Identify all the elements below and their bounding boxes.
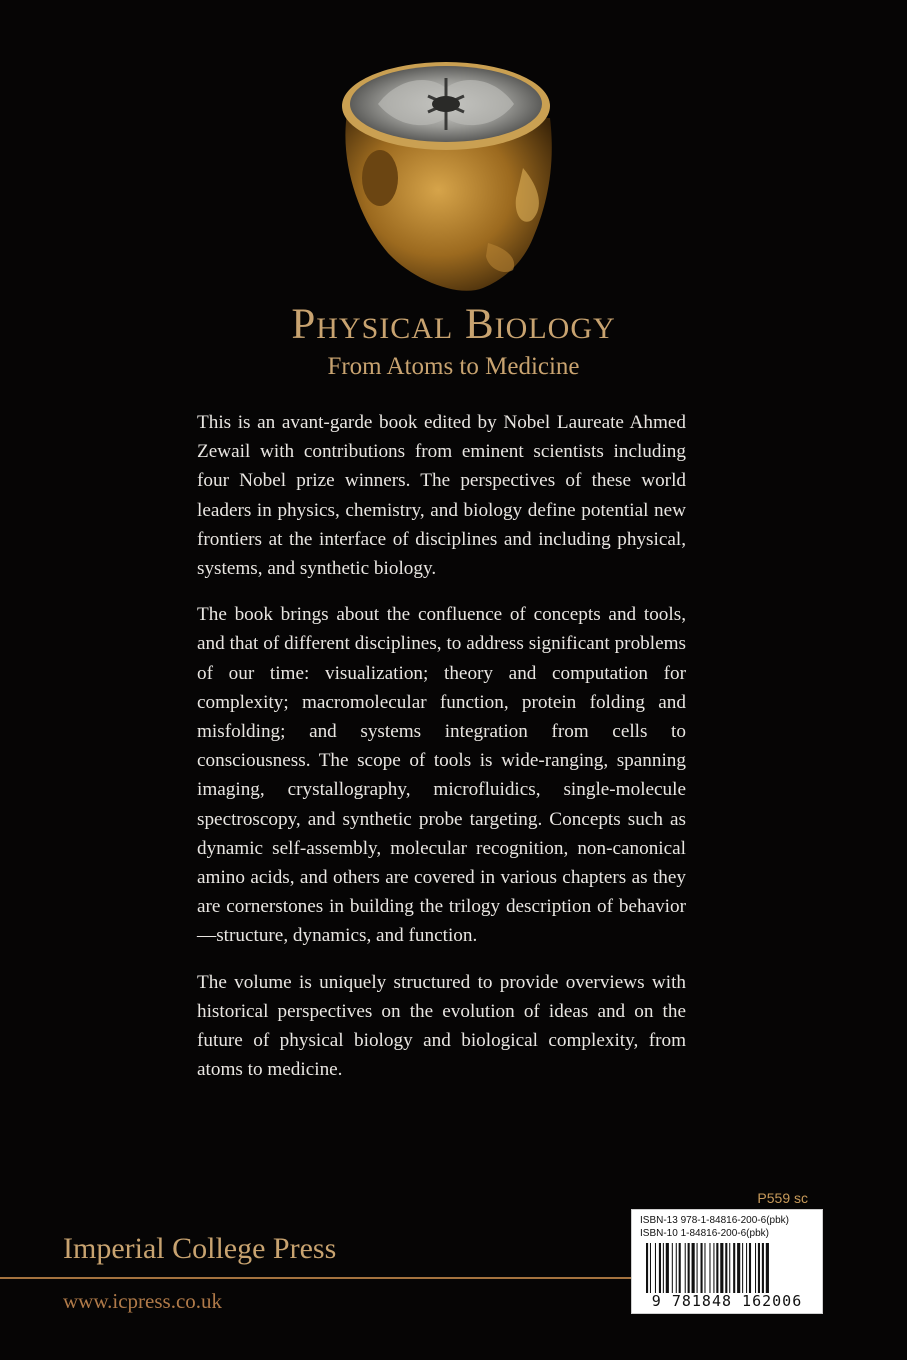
blurb-paragraph: The volume is uniquely structured to provide overviews with historical perspectives on the evolution of ideas and on the future of physical biology and biological complexity, from atoms to medicine. xyxy=(197,971,686,1081)
barcode-bar xyxy=(663,1243,664,1293)
barcode-bar xyxy=(733,1243,735,1293)
barcode-bar xyxy=(746,1243,747,1293)
barcode-digits: 9 781848 162006 xyxy=(651,1292,803,1310)
barcode-bar xyxy=(742,1243,743,1293)
publisher-name: Imperial College Press xyxy=(63,1232,337,1265)
barcode-box xyxy=(631,1209,823,1314)
barcode-bar xyxy=(755,1243,756,1293)
barcode-bar xyxy=(762,1243,764,1293)
barcode-bar xyxy=(758,1243,760,1293)
barcode-bar xyxy=(679,1243,681,1293)
barcode-bar xyxy=(676,1243,677,1293)
barcode-bar xyxy=(766,1243,769,1293)
barcode-bar xyxy=(709,1243,710,1293)
barcode-bar xyxy=(720,1243,723,1293)
barcode-bar xyxy=(655,1243,656,1293)
barcode-bar xyxy=(737,1243,740,1293)
barcode-icon xyxy=(646,1243,816,1293)
barcode-bar xyxy=(749,1243,751,1293)
isbn-10: ISBN-10 1-84816-200-6(pbk) xyxy=(640,1228,769,1239)
barcode-bar xyxy=(659,1243,661,1293)
barcode-bar xyxy=(672,1243,673,1293)
barcode-bar xyxy=(685,1243,686,1293)
blurb-paragraph: This is an avant-garde book edited by Nobel Laureate Ahmed Zewail with contributions from eminent scientists including four Nobel prize winners. The perspectives of these world leaders in physics, chemistry, and biology define potential new frontiers at the interface of disciplines and including physical, systems, and synthetic biology. xyxy=(197,412,686,580)
barcode-bar xyxy=(704,1243,705,1293)
mri-head-illustration-icon xyxy=(318,48,573,310)
publisher-website[interactable]: www.icpress.co.uk xyxy=(63,1289,223,1313)
barcode-bar xyxy=(725,1243,727,1293)
blurb-paragraph: The book brings about the confluence of concepts and tools, and that of different disciplines, to address significant problems of our time: visualization; theory and computation for complexity; macromolecular function, protein folding and misfolding; and systems integration from cells to consciousness. The scope of tools is wide-ranging, spanning imaging, crystallography, microfluidics, single-molecule spectroscopy, and synthetic probe targeting. Concepts such as dynamic self-assembly, molecular recognition, non-canonical amino acids, and others are covered in various chapters as they are cornerstones in building the trilogy description of behavior—structure, dynamics, and function. xyxy=(197,604,686,947)
barcode-bar xyxy=(692,1243,695,1293)
barcode-bar xyxy=(650,1243,651,1293)
price-code: P559 sc xyxy=(757,1190,808,1206)
blurb-text xyxy=(197,408,686,1101)
barcode-bar xyxy=(646,1243,648,1293)
barcode-bar xyxy=(688,1243,690,1293)
book-title: Physical Biology xyxy=(291,301,616,348)
barcode-bar xyxy=(713,1243,714,1293)
barcode-bar xyxy=(729,1243,730,1293)
isbn-13: ISBN-13 978-1-84816-200-6(pbk) xyxy=(640,1215,789,1226)
book-subtitle: From Atoms to Medicine xyxy=(327,353,580,380)
barcode-bar xyxy=(666,1243,669,1293)
barcode-bar xyxy=(716,1243,718,1293)
barcode-bar xyxy=(697,1243,698,1293)
publisher-divider xyxy=(0,1277,631,1279)
barcode-bar xyxy=(701,1243,703,1293)
